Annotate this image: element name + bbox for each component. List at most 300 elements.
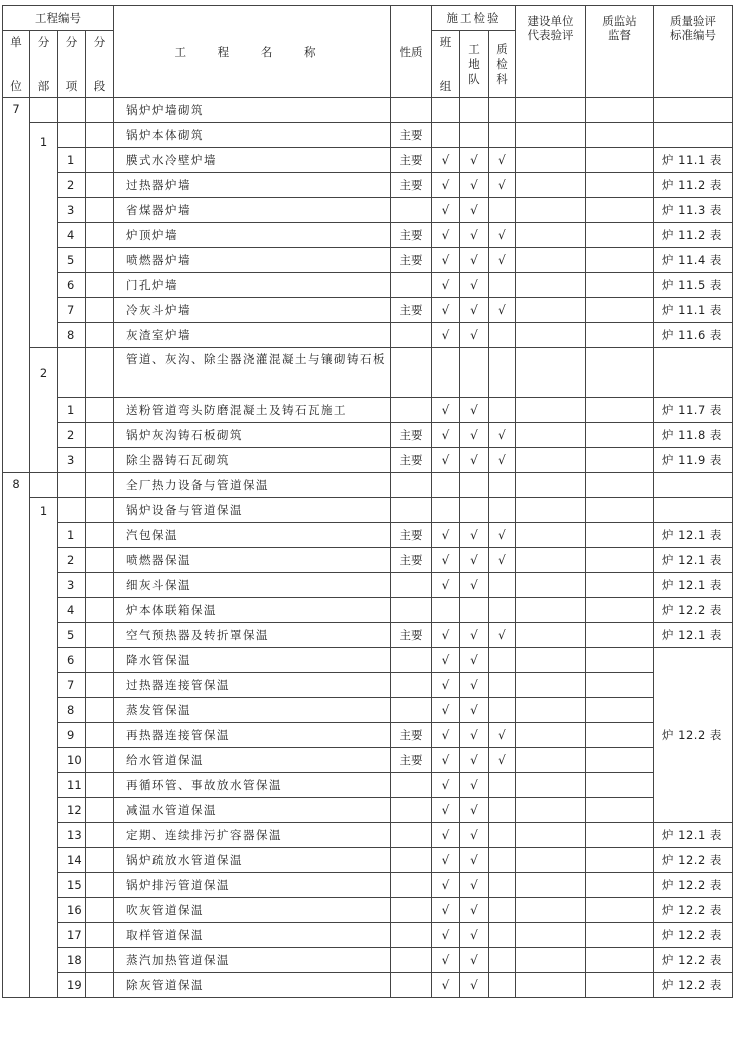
quality-check-cell xyxy=(489,473,516,498)
section-cell xyxy=(86,948,114,973)
site-check-cell: √ xyxy=(460,223,489,248)
owner-rep-cell xyxy=(516,148,586,173)
nature-cell: 主要 xyxy=(391,223,432,248)
nature-cell xyxy=(391,923,432,948)
owner-rep-cell xyxy=(516,198,586,223)
owner-rep-cell xyxy=(516,398,586,423)
std-number-cell xyxy=(654,473,733,498)
table-row xyxy=(3,623,733,648)
quality-check-cell: √ xyxy=(489,548,516,573)
section-cell xyxy=(86,548,114,573)
site-check-cell: √ xyxy=(460,148,489,173)
item-cell: 7 xyxy=(58,673,86,698)
table-row xyxy=(3,223,733,248)
team-check-cell: √ xyxy=(432,523,460,548)
nature-cell xyxy=(391,673,432,698)
owner-rep-cell xyxy=(516,898,586,923)
quality-station-cell xyxy=(586,223,654,248)
quality-station-cell xyxy=(586,598,654,623)
table-row xyxy=(3,723,733,748)
quality-check-cell: √ xyxy=(489,248,516,273)
quality-check-cell xyxy=(489,898,516,923)
project-name-cell: 管道、灰沟、除尘器浇灌混凝土与镶砌铸石板 xyxy=(114,348,391,398)
table-row xyxy=(3,798,733,823)
section-cell xyxy=(86,298,114,323)
owner-rep-cell xyxy=(516,773,586,798)
project-name-cell: 炉顶炉墙 xyxy=(114,223,391,248)
project-name-cell: 喷燃器炉墙 xyxy=(114,248,391,273)
quality-station-cell xyxy=(586,298,654,323)
item-cell: 17 xyxy=(58,923,86,948)
quality-station-cell xyxy=(586,523,654,548)
table-row xyxy=(3,523,733,548)
section-cell xyxy=(86,248,114,273)
site-check-cell: √ xyxy=(460,623,489,648)
item-cell: 3 xyxy=(58,198,86,223)
quality-check-cell xyxy=(489,848,516,873)
quality-station-cell xyxy=(586,748,654,773)
header-std-no: 质量验评 标准编号 xyxy=(654,6,733,98)
inspection-table xyxy=(2,5,733,998)
site-check-cell: √ xyxy=(460,848,489,873)
nature-cell xyxy=(391,398,432,423)
team-check-cell: √ xyxy=(432,423,460,448)
std-number-cell: 炉 12.2 表 xyxy=(654,923,733,948)
std-number-cell: 炉 12.1 表 xyxy=(654,573,733,598)
table-row xyxy=(3,773,733,798)
item-cell xyxy=(58,98,86,123)
owner-rep-cell xyxy=(516,348,586,398)
project-name-cell: 锅炉设备与管道保温 xyxy=(114,498,391,523)
item-cell: 14 xyxy=(58,848,86,873)
section-cell xyxy=(86,223,114,248)
project-name-cell: 锅炉疏放水管道保温 xyxy=(114,848,391,873)
nature-cell xyxy=(391,273,432,298)
site-check-cell: √ xyxy=(460,898,489,923)
nature-cell xyxy=(391,948,432,973)
quality-station-cell xyxy=(586,148,654,173)
owner-rep-cell xyxy=(516,873,586,898)
table-row xyxy=(3,398,733,423)
std-number-cell: 炉 11.3 表 xyxy=(654,198,733,223)
table-row xyxy=(3,323,733,348)
quality-station-cell xyxy=(586,98,654,123)
quality-station-cell xyxy=(586,623,654,648)
item-cell: 1 xyxy=(58,523,86,548)
project-name-cell: 空气预热器及转折罩保温 xyxy=(114,623,391,648)
quality-check-cell: √ xyxy=(489,748,516,773)
table-row xyxy=(3,673,733,698)
quality-station-cell xyxy=(586,923,654,948)
std-number-cell: 炉 11.9 表 xyxy=(654,448,733,473)
quality-station-cell xyxy=(586,698,654,723)
std-number-cell: 炉 12.2 表 xyxy=(654,948,733,973)
table-row xyxy=(3,298,733,323)
section-cell xyxy=(86,573,114,598)
std-number-cell: 炉 12.1 表 xyxy=(654,623,733,648)
team-check-cell xyxy=(432,473,460,498)
table-row xyxy=(3,598,733,623)
section-cell xyxy=(86,873,114,898)
header-owner-rep: 建设单位 代表验评 xyxy=(516,6,586,98)
header-construction-check: 施工检验 xyxy=(432,6,516,31)
nature-cell xyxy=(391,873,432,898)
site-check-cell xyxy=(460,348,489,398)
nature-cell: 主要 xyxy=(391,148,432,173)
section-cell xyxy=(86,723,114,748)
section-cell xyxy=(86,448,114,473)
team-check-cell: √ xyxy=(432,398,460,423)
owner-rep-cell xyxy=(516,448,586,473)
team-check-cell: √ xyxy=(432,548,460,573)
owner-rep-cell xyxy=(516,698,586,723)
table-row xyxy=(3,148,733,173)
table-row xyxy=(3,873,733,898)
table-row xyxy=(3,198,733,223)
quality-check-cell: √ xyxy=(489,723,516,748)
team-check-cell: √ xyxy=(432,698,460,723)
nature-cell xyxy=(391,698,432,723)
team-check-cell: √ xyxy=(432,323,460,348)
quality-station-cell xyxy=(586,573,654,598)
project-name-cell: 定期、连续排污扩容器保温 xyxy=(114,823,391,848)
quality-station-cell xyxy=(586,248,654,273)
header-site-crew: 工 地 队 xyxy=(460,31,489,98)
project-name-cell: 除尘器铸石瓦砌筑 xyxy=(114,448,391,473)
table-row xyxy=(3,448,733,473)
item-cell: 19 xyxy=(58,973,86,998)
std-number-cell: 炉 12.2 表 xyxy=(654,973,733,998)
owner-rep-cell xyxy=(516,748,586,773)
section-cell xyxy=(86,473,114,498)
project-name-cell: 减温水管道保温 xyxy=(114,798,391,823)
table-body xyxy=(3,98,733,998)
team-check-cell: √ xyxy=(432,773,460,798)
section-cell xyxy=(86,348,114,398)
quality-station-cell xyxy=(586,873,654,898)
table-row xyxy=(3,923,733,948)
quality-station-cell xyxy=(586,648,654,673)
header-team: 班 组 xyxy=(432,31,460,98)
team-check-cell: √ xyxy=(432,198,460,223)
item-cell: 2 xyxy=(58,173,86,198)
owner-rep-cell xyxy=(516,173,586,198)
nature-cell: 主要 xyxy=(391,123,432,148)
section-cell xyxy=(86,423,114,448)
item-cell: 4 xyxy=(58,598,86,623)
nature-cell xyxy=(391,573,432,598)
table-row xyxy=(3,948,733,973)
nature-cell xyxy=(391,473,432,498)
quality-check-cell xyxy=(489,873,516,898)
std-number-cell: 炉 12.2 表 xyxy=(654,648,733,823)
quality-check-cell: √ xyxy=(489,423,516,448)
item-cell xyxy=(58,123,86,148)
owner-rep-cell xyxy=(516,848,586,873)
owner-rep-cell xyxy=(516,498,586,523)
site-check-cell: √ xyxy=(460,323,489,348)
item-cell: 16 xyxy=(58,898,86,923)
team-check-cell xyxy=(432,98,460,123)
owner-rep-cell xyxy=(516,223,586,248)
site-check-cell xyxy=(460,473,489,498)
std-number-cell: 炉 11.4 表 xyxy=(654,248,733,273)
quality-station-cell xyxy=(586,323,654,348)
owner-rep-cell xyxy=(516,923,586,948)
table-row xyxy=(3,473,733,498)
section-cell xyxy=(86,148,114,173)
quality-station-cell xyxy=(586,273,654,298)
owner-rep-cell xyxy=(516,523,586,548)
quality-check-cell: √ xyxy=(489,623,516,648)
owner-rep-cell xyxy=(516,423,586,448)
team-check-cell: √ xyxy=(432,223,460,248)
quality-station-cell xyxy=(586,773,654,798)
team-check-cell: √ xyxy=(432,448,460,473)
nature-cell xyxy=(391,798,432,823)
project-name-cell: 冷灰斗炉墙 xyxy=(114,298,391,323)
table-row xyxy=(3,748,733,773)
quality-station-cell xyxy=(586,123,654,148)
item-cell: 18 xyxy=(58,948,86,973)
quality-station-cell xyxy=(586,723,654,748)
site-check-cell xyxy=(460,498,489,523)
owner-rep-cell xyxy=(516,248,586,273)
owner-rep-cell xyxy=(516,573,586,598)
header-code-group: 工程编号 xyxy=(3,6,114,31)
owner-rep-cell xyxy=(516,948,586,973)
nature-cell xyxy=(391,498,432,523)
item-cell: 3 xyxy=(58,573,86,598)
std-number-cell: 炉 11.1 表 xyxy=(654,298,733,323)
team-check-cell xyxy=(432,498,460,523)
quality-check-cell xyxy=(489,973,516,998)
quality-check-cell xyxy=(489,823,516,848)
std-number-cell: 炉 11.7 表 xyxy=(654,398,733,423)
item-cell xyxy=(58,348,86,398)
team-check-cell: √ xyxy=(432,748,460,773)
section-cell xyxy=(86,673,114,698)
owner-rep-cell xyxy=(516,548,586,573)
site-check-cell: √ xyxy=(460,298,489,323)
unit-cell: 7 xyxy=(3,98,30,473)
quality-check-cell: √ xyxy=(489,173,516,198)
team-check-cell: √ xyxy=(432,823,460,848)
item-cell: 4 xyxy=(58,223,86,248)
item-cell: 15 xyxy=(58,873,86,898)
header-quality-station: 质监站 监督 xyxy=(586,6,654,98)
owner-rep-cell xyxy=(516,273,586,298)
quality-check-cell xyxy=(489,673,516,698)
std-number-cell: 炉 12.2 表 xyxy=(654,848,733,873)
section-cell xyxy=(86,773,114,798)
quality-check-cell xyxy=(489,498,516,523)
std-number-cell: 炉 11.2 表 xyxy=(654,223,733,248)
item-cell: 9 xyxy=(58,723,86,748)
quality-station-cell xyxy=(586,823,654,848)
nature-cell: 主要 xyxy=(391,448,432,473)
section-cell xyxy=(86,823,114,848)
quality-station-cell xyxy=(586,473,654,498)
section-cell xyxy=(86,973,114,998)
project-name-cell: 锅炉本体砌筑 xyxy=(114,123,391,148)
nature-cell xyxy=(391,848,432,873)
section-cell xyxy=(86,198,114,223)
table-row xyxy=(3,273,733,298)
item-cell: 13 xyxy=(58,823,86,848)
table-row xyxy=(3,698,733,723)
std-number-cell: 炉 12.2 表 xyxy=(654,898,733,923)
project-name-cell: 取样管道保温 xyxy=(114,923,391,948)
team-check-cell: √ xyxy=(432,723,460,748)
team-check-cell xyxy=(432,598,460,623)
nature-cell xyxy=(391,98,432,123)
std-number-cell xyxy=(654,98,733,123)
quality-station-cell xyxy=(586,898,654,923)
owner-rep-cell xyxy=(516,98,586,123)
project-name-cell: 蒸汽加热管道保温 xyxy=(114,948,391,973)
project-name-cell: 膜式水冷壁炉墙 xyxy=(114,148,391,173)
section-cell xyxy=(86,323,114,348)
project-name-cell: 锅炉灰沟铸石板砌筑 xyxy=(114,423,391,448)
std-number-cell: 炉 11.1 表 xyxy=(654,148,733,173)
header-nature: 性质 xyxy=(391,6,432,98)
site-check-cell: √ xyxy=(460,573,489,598)
section-cell xyxy=(86,98,114,123)
item-cell: 7 xyxy=(58,298,86,323)
team-check-cell: √ xyxy=(432,848,460,873)
table-row xyxy=(3,248,733,273)
quality-station-cell xyxy=(586,673,654,698)
part-cell xyxy=(30,98,58,123)
owner-rep-cell xyxy=(516,298,586,323)
section-cell xyxy=(86,273,114,298)
part-cell xyxy=(30,473,58,498)
site-check-cell: √ xyxy=(460,973,489,998)
item-cell: 3 xyxy=(58,448,86,473)
std-number-cell xyxy=(654,498,733,523)
team-check-cell: √ xyxy=(432,873,460,898)
table-row xyxy=(3,573,733,598)
site-check-cell: √ xyxy=(460,198,489,223)
header-sub-section: 分 段 xyxy=(86,31,114,98)
item-cell: 8 xyxy=(58,323,86,348)
site-check-cell xyxy=(460,98,489,123)
site-check-cell: √ xyxy=(460,823,489,848)
nature-cell xyxy=(391,648,432,673)
item-cell: 2 xyxy=(58,423,86,448)
item-cell: 10 xyxy=(58,748,86,773)
project-name-cell: 省煤器炉墙 xyxy=(114,198,391,223)
nature-cell xyxy=(391,823,432,848)
item-cell: 5 xyxy=(58,248,86,273)
std-number-cell: 炉 11.8 表 xyxy=(654,423,733,448)
section-cell xyxy=(86,698,114,723)
project-name-cell: 蒸发管保温 xyxy=(114,698,391,723)
quality-check-cell xyxy=(489,573,516,598)
site-check-cell xyxy=(460,598,489,623)
quality-check-cell xyxy=(489,948,516,973)
project-name-cell: 降水管保温 xyxy=(114,648,391,673)
section-cell xyxy=(86,798,114,823)
table-row xyxy=(3,498,733,523)
site-check-cell: √ xyxy=(460,948,489,973)
item-cell: 6 xyxy=(58,273,86,298)
team-check-cell xyxy=(432,123,460,148)
section-cell xyxy=(86,898,114,923)
quality-station-cell xyxy=(586,423,654,448)
std-number-cell xyxy=(654,123,733,148)
site-check-cell: √ xyxy=(460,723,489,748)
team-check-cell: √ xyxy=(432,648,460,673)
table-row xyxy=(3,548,733,573)
quality-check-cell xyxy=(489,923,516,948)
owner-rep-cell xyxy=(516,598,586,623)
item-cell: 12 xyxy=(58,798,86,823)
quality-check-cell: √ xyxy=(489,523,516,548)
site-check-cell: √ xyxy=(460,523,489,548)
item-cell xyxy=(58,473,86,498)
site-check-cell: √ xyxy=(460,698,489,723)
team-check-cell: √ xyxy=(432,248,460,273)
nature-cell xyxy=(391,773,432,798)
quality-check-cell xyxy=(489,698,516,723)
project-name-cell: 门孔炉墙 xyxy=(114,273,391,298)
header-sub-part: 分 部 xyxy=(30,31,58,98)
owner-rep-cell xyxy=(516,823,586,848)
item-cell: 11 xyxy=(58,773,86,798)
std-number-cell: 炉 11.2 表 xyxy=(654,173,733,198)
project-name-cell: 全厂热力设备与管道保温 xyxy=(114,473,391,498)
quality-station-cell xyxy=(586,848,654,873)
quality-check-cell: √ xyxy=(489,148,516,173)
site-check-cell: √ xyxy=(460,448,489,473)
owner-rep-cell xyxy=(516,123,586,148)
quality-station-cell xyxy=(586,198,654,223)
quality-station-cell xyxy=(586,973,654,998)
table-row xyxy=(3,123,733,148)
site-check-cell: √ xyxy=(460,173,489,198)
std-number-cell: 炉 11.5 表 xyxy=(654,273,733,298)
quality-check-cell xyxy=(489,648,516,673)
quality-check-cell: √ xyxy=(489,298,516,323)
quality-check-cell xyxy=(489,348,516,398)
nature-cell: 主要 xyxy=(391,623,432,648)
team-check-cell: √ xyxy=(432,948,460,973)
quality-station-cell xyxy=(586,398,654,423)
team-check-cell: √ xyxy=(432,623,460,648)
table-row xyxy=(3,898,733,923)
project-name-cell: 锅炉炉墙砌筑 xyxy=(114,98,391,123)
team-check-cell: √ xyxy=(432,148,460,173)
part-cell: 2 xyxy=(30,348,58,473)
quality-station-cell xyxy=(586,798,654,823)
nature-cell: 主要 xyxy=(391,548,432,573)
table-row xyxy=(3,648,733,673)
project-name-cell: 过热器连接管保温 xyxy=(114,673,391,698)
team-check-cell xyxy=(432,348,460,398)
quality-station-cell xyxy=(586,548,654,573)
site-check-cell: √ xyxy=(460,273,489,298)
team-check-cell: √ xyxy=(432,273,460,298)
item-cell: 2 xyxy=(58,548,86,573)
item-cell: 5 xyxy=(58,623,86,648)
project-name-cell: 灰渣室炉墙 xyxy=(114,323,391,348)
team-check-cell: √ xyxy=(432,973,460,998)
std-number-cell: 炉 12.2 表 xyxy=(654,598,733,623)
nature-cell xyxy=(391,198,432,223)
site-check-cell: √ xyxy=(460,798,489,823)
